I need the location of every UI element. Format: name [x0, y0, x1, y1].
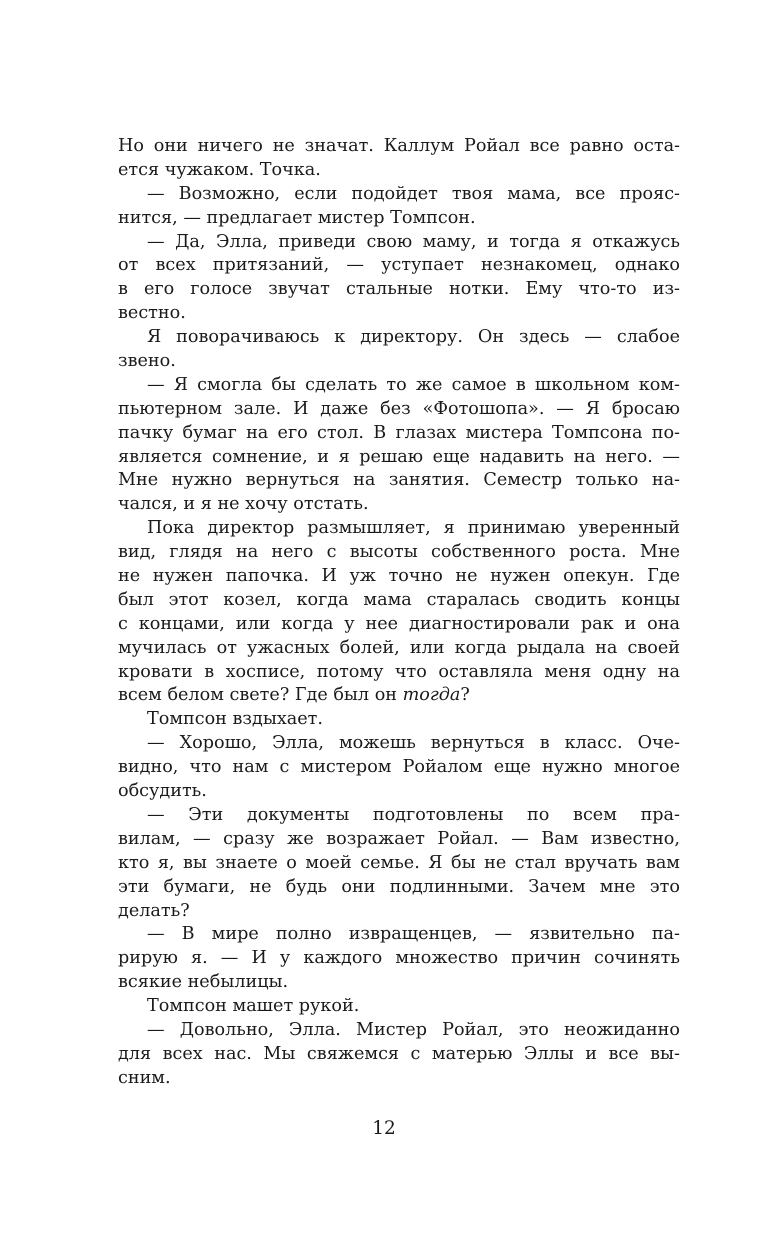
text-line: для всех нас. Мы свяжемся с матерью Эллы и все вы-: [118, 1043, 680, 1064]
text-line: Но они ничего не значат. Каллум Ройал все равно оста-: [118, 136, 680, 156]
text-line: обсудить.: [118, 781, 207, 802]
page-text: [118, 135, 680, 1091]
text-line: пачку бумаг на его стол. В глазах мистера Томпсона по-: [118, 422, 680, 443]
text-line: вестно.: [118, 303, 186, 324]
text-line: Томпсон машет рукой.: [147, 996, 360, 1017]
text-line: вилам, — сразу же возражает Ройал. — Вам известно,: [118, 828, 680, 849]
text-line: в его голосе звучат стальные нотки. Ему что-то из-: [118, 279, 680, 300]
text-line: — Довольно, Элла. Мистер Ройал, это неожиданно: [147, 1019, 680, 1040]
text-line: был этот козел, когда мама старалась сводить концы: [118, 589, 680, 610]
text-line: — Хорошо, Элла, можешь вернуться в класс. Оче-: [147, 733, 680, 754]
text-line: чался, и я не хочу отстать.: [118, 494, 369, 515]
text-line: ется чужаком. Точка.: [118, 159, 321, 180]
text-line: Мне нужно вернуться на занятия. Семестр только на-: [118, 470, 680, 491]
text-fragment: всем белом свете? Где был он: [118, 685, 403, 706]
text-line: делать?: [118, 900, 190, 921]
text-line: звено.: [118, 351, 176, 372]
text-line: является сомнение, и я решаю еще надавить на него. —: [118, 446, 680, 467]
italic-word: тогда: [402, 685, 461, 706]
text-line: с концами, или когда у нее диагностировали рак и она: [118, 613, 680, 634]
text-fragment: ?: [460, 685, 470, 706]
text-line: пьютерном зале. И даже без «Фотошопа». — Я бросаю: [118, 398, 680, 419]
text-line: Я поворачиваюсь к директору. Он здесь — слабое: [147, 327, 680, 348]
page-number: 12: [372, 1118, 396, 1139]
text-line: рирую я. — И у каждого множество причин сочинять: [118, 948, 680, 969]
text-line: вид, глядя на него с высоты собственного роста. Мне: [118, 542, 680, 563]
text-line: — Эти документы подготовлены по всем пра-: [147, 804, 680, 825]
text-line: — Я смогла бы сделать то же самое в школьном ком-: [147, 374, 680, 395]
text-line: Томпсон вздыхает.: [147, 709, 323, 730]
text-line: сним.: [118, 1067, 171, 1088]
text-line: мучилась от ужасных болей, или когда рыдала на своей: [118, 637, 680, 658]
text-line: не нужен папочка. И уж точно не нужен опекун. Где: [118, 566, 680, 587]
text-line: [118, 684, 680, 708]
text-line: от всех притязаний, — уступает незнакомец, однако: [118, 255, 680, 276]
text-line: кто я, вы знаете о моей семье. Я бы не стал вручать вам: [118, 852, 680, 873]
text-line: — Да, Элла, приведи свою маму, и тогда я откажусь: [147, 231, 680, 252]
text-line: кровати в хосписе, потому что оставляла меня одну на: [118, 661, 680, 682]
text-line: — В мире полно извращенцев, — язвительно па-: [147, 924, 680, 945]
text-line: видно, что нам с мистером Ройалом еще нужно многое: [118, 757, 680, 778]
text-line: нится, — предлагает мистер Томпсон.: [118, 207, 476, 228]
text-line: всякие небылицы.: [118, 972, 289, 993]
text-line: — Возможно, если подойдет твоя мама, все прояс-: [147, 183, 680, 204]
text-line: Пока директор размышляет, я принимаю уверенный: [147, 518, 680, 539]
text-line: эти бумаги, не будь они подлинными. Зачем мне это: [118, 876, 680, 897]
